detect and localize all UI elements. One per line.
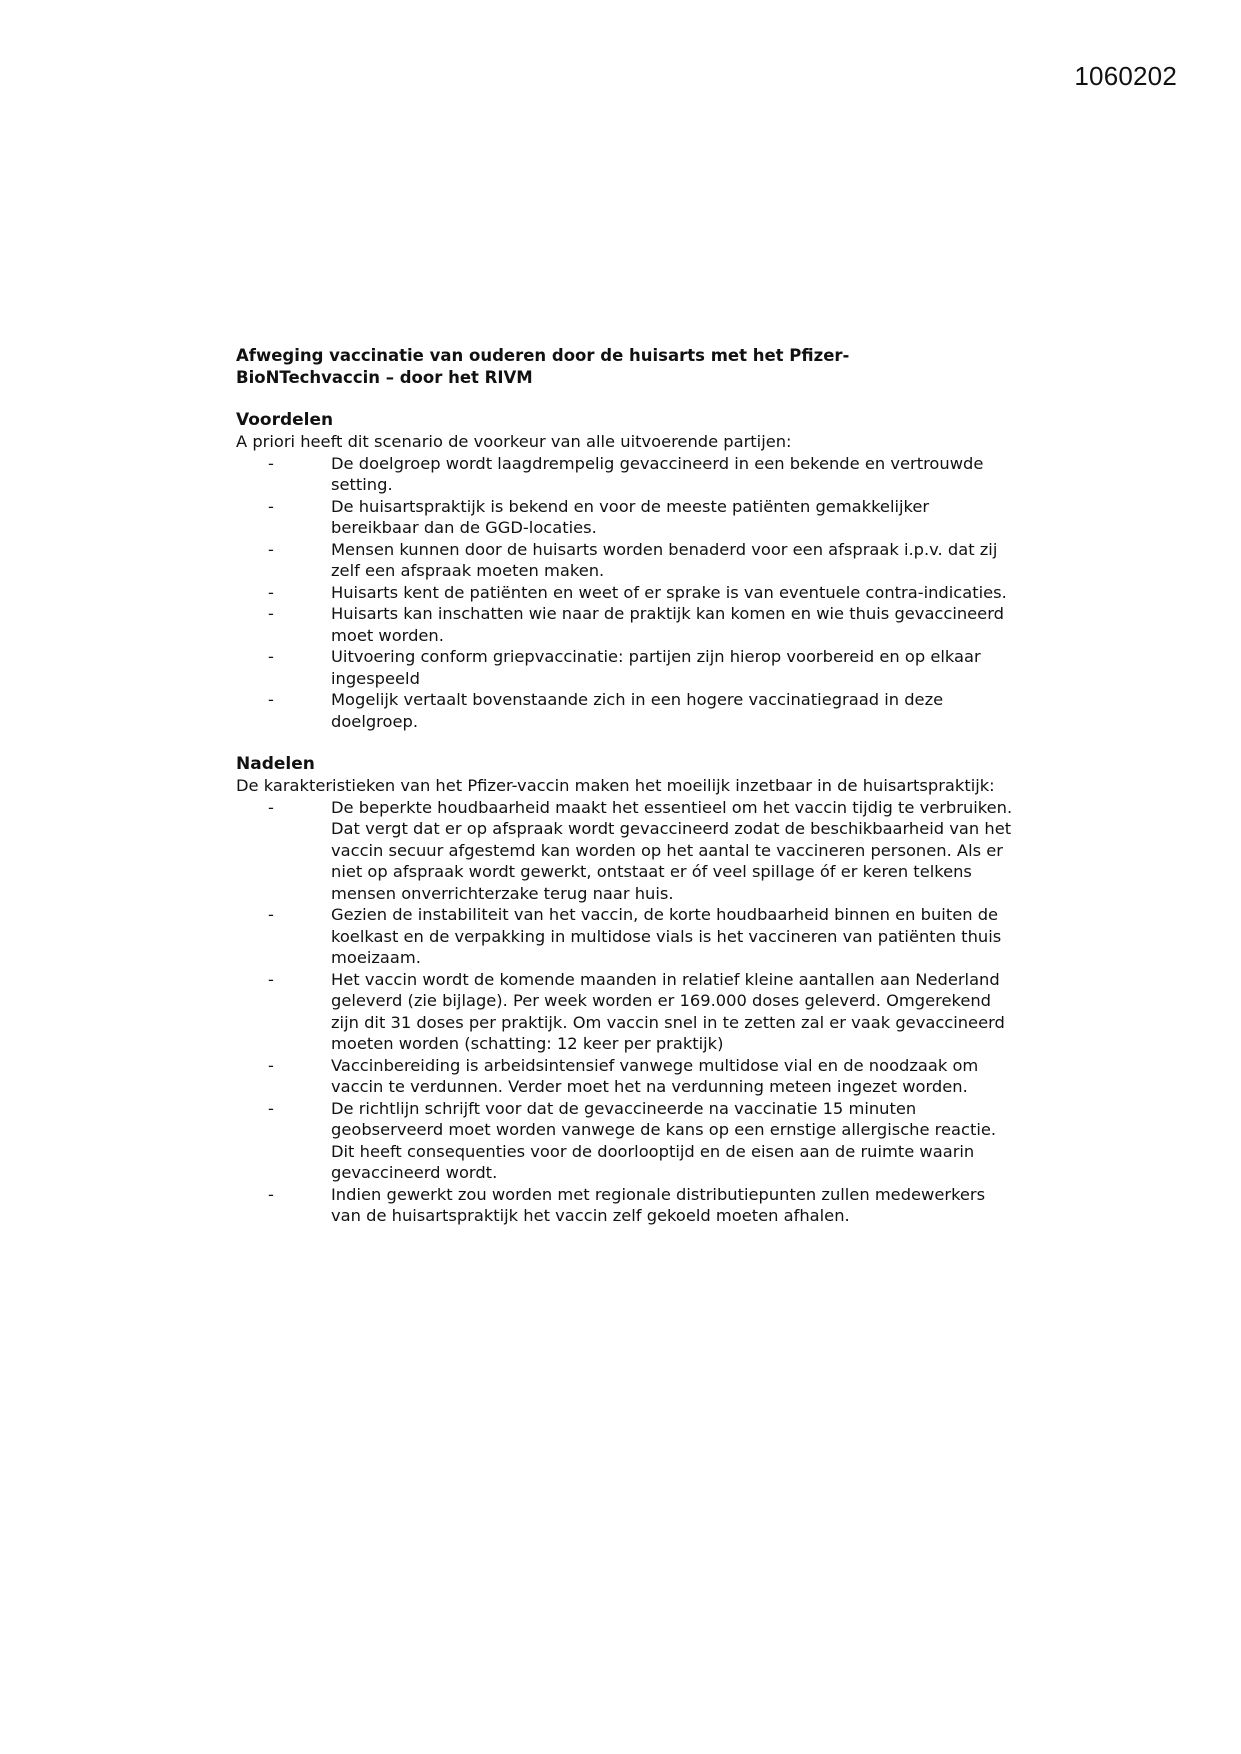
- dash-bullet: -: [268, 539, 274, 559]
- list-item: [236, 1184, 1016, 1227]
- dash-bullet: -: [268, 582, 274, 602]
- list-item: [236, 904, 1016, 969]
- bullet-list: [236, 797, 1016, 1227]
- section-voordelen: [236, 410, 1016, 733]
- dash-bullet: -: [268, 1055, 274, 1075]
- dash-bullet: -: [268, 604, 274, 623]
- section-heading: Voordelen: [236, 409, 334, 430]
- list-item: [236, 496, 1016, 539]
- list-item-text: Huisarts kent de patiënten en weet of er sprake is van eventuele contra-indicaties.: [331, 582, 1007, 602]
- list-item-text: De richtlijn schrijft voor dat de gevaccineerde na vaccinatie 15 minuten geobserveerd moet worden vanwege de kans op een ernstige allergische reactie. Dit heeft consequenties voor de doorlooptijd en de eisen aan de ruimte waarin gevaccineerd wordt.: [331, 1098, 997, 1182]
- dash-bullet: -: [268, 905, 274, 924]
- document-body: [236, 345, 1016, 1227]
- dash-bullet: -: [268, 1098, 274, 1118]
- bullet-list: [236, 453, 1016, 733]
- dash-bullet: -: [268, 647, 274, 666]
- list-item: [236, 582, 1016, 604]
- list-item-text: Mensen kunnen door de huisarts worden benaderd voor een afspraak i.p.v. dat zij zelf een afspraak moeten maken.: [331, 539, 998, 580]
- list-item-text: Het vaccin wordt de komende maanden in relatief kleine aantallen aan Nederland geleverd (zie bijlage). Per week worden er 169.000 doses geleverd. Omgerekend zijn dit 31 doses per praktijk. Om vaccin snel in te zetten zal er vaak gevaccineerd moeten worden (schatting: 12 keer per praktijk): [331, 969, 1005, 1053]
- list-item-text: De doelgroep wordt laagdrempelig gevaccineerd in een bekende en vertrouwde setting.: [331, 453, 984, 494]
- dash-bullet: -: [268, 1184, 274, 1204]
- list-item: [236, 646, 1016, 689]
- list-item-text: Indien gewerkt zou worden met regionale distributiepunten zullen medewerkers van de huisartspraktijk het vaccin zelf gekoeld moeten afhalen.: [331, 1184, 986, 1225]
- section-intro: De karakteristieken van het Pfizer-vaccin maken het moeilijk inzetbaar in de huisartspraktijk:: [236, 776, 995, 795]
- dash-bullet: -: [268, 690, 274, 709]
- list-item: [236, 603, 1016, 646]
- list-item-text: Huisarts kan inschatten wie naar de praktijk kan komen en wie thuis gevaccineerd moet worden.: [331, 604, 1004, 645]
- dash-bullet: -: [268, 797, 274, 817]
- dash-bullet: -: [268, 969, 274, 989]
- list-item-text: De huisartspraktijk is bekend en voor de meeste patiënten gemakkelijker bereikbaar dan de GGD-locaties.: [331, 496, 930, 537]
- list-item: [236, 689, 1016, 732]
- section-intro: A priori heeft dit scenario de voorkeur van alle uitvoerende partijen:: [236, 432, 792, 451]
- list-item-text: Mogelijk vertaalt bovenstaande zich in een hogere vaccinatiegraad in deze doelgroep.: [331, 690, 944, 731]
- list-item-text: De beperkte houdbaarheid maakt het essentieel om het vaccin tijdig te verbruiken. Dat vergt dat er op afspraak wordt gevaccineerd zodat de beschikbaarheid van het vaccin secuur afgestemd kan worden op het aantal te vaccineren personen. Als er niet op afspraak wordt gewerkt, ontstaat er óf veel spillage óf er keren telkens mensen onverrichterzake terug naar huis.: [331, 797, 1013, 903]
- dash-bullet: -: [268, 496, 274, 516]
- dash-bullet: -: [268, 453, 274, 473]
- list-item-text: Uitvoering conform griepvaccinatie: partijen zijn hierop voorbereid en op elkaar ingespeeld: [331, 647, 981, 688]
- list-item: [236, 969, 1016, 1055]
- list-item: [236, 797, 1016, 905]
- list-item-text: Gezien de instabiliteit van het vaccin, de korte houdbaarheid binnen en buiten de koelkast en de verpakking in multidose vials is het vaccineren van patiënten thuis moeizaam.: [331, 905, 1002, 967]
- section-heading: Nadelen: [236, 753, 315, 774]
- document-title: Afweging vaccinatie van ouderen door de huisarts met het Pfizer-BioNTechvaccin – door het RIVM: [236, 346, 850, 387]
- list-item: [236, 453, 1016, 496]
- list-item: [236, 1055, 1016, 1098]
- list-item: [236, 1098, 1016, 1184]
- list-item-text: Vaccinbereiding is arbeidsintensief vanwege multidose vial en de noodzaak om vaccin te verdunnen. Verder moet het na verdunning meteen ingezet worden.: [331, 1055, 979, 1096]
- section-nadelen: [236, 754, 1016, 1227]
- document-number: 1060202: [1074, 61, 1177, 91]
- list-item: [236, 539, 1016, 582]
